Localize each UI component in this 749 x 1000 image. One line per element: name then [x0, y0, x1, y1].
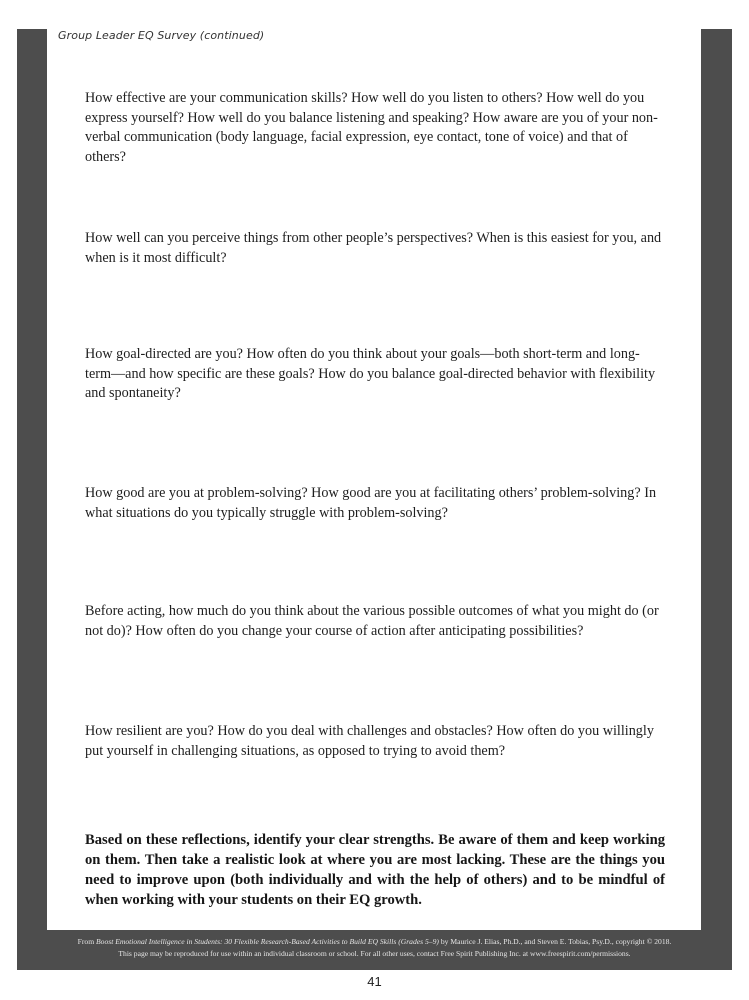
credit-suffix: by Maurice J. Elias, Ph.D., and Steven E. Tobias, Psy.D., copyright © 2018.	[438, 937, 672, 946]
survey-question: How effective are your communication skills? How well do you listen to others? How well do you express yourself? How well do you balance listening and speaking? How aware are you of your non-verbal communication (body language, facial expression, eye contact, tone of voice) and that of others?	[85, 90, 658, 165]
page-frame-left	[17, 29, 47, 970]
survey-question: How resilient are you? How do you deal with challenges and obstacles? How often do you willingly put yourself in challenging situations, as opposed to trying to avoid them?	[85, 723, 654, 759]
credit-line	[17, 936, 732, 948]
survey-question: How goal-directed are you? How often do you think about your goals—both short-term and long-term—and how specific are these goals? How do you balance goal-directed behavior with flexibility and spontaneity?	[85, 346, 656, 402]
page-number: 41	[367, 974, 382, 989]
page-frame-right	[701, 29, 732, 970]
survey-question: How good are you at problem-solving? How good are you at facilitating others’ problem-solving? In what situations do you typically struggle with problem-solving?	[85, 485, 657, 521]
copyright-credit	[17, 936, 732, 960]
running-head: Group Leader EQ Survey (continued)	[58, 29, 265, 42]
survey-question: Before acting, how much do you think about the various possible outcomes of what you might do (or not do)? How often do you change your course of action after anticipating possibilities?	[85, 603, 659, 639]
summary-instructions: Based on these reflections, identify your clear strengths. Be aware of them and keep working on them. Then take a realistic look at where you are most lacking. These are the things you need to improve upon (both individually and with the help of others) and to be mindful of when working with your students on their EQ growth.	[85, 832, 665, 908]
permission-line: This page may be reproduced for use within an individual classroom or school. For all other uses, contact Free Spirit Publishing Inc. at www.freespirit.com/permissions.	[118, 949, 631, 958]
survey-question: How well can you perceive things from other people’s perspectives? When is this easiest for you, and when is it most difficult?	[85, 230, 662, 266]
book-title: Boost Emotional Intelligence in Students: 30 Flexible Research-Based Activities to Build EQ Skills (Grades 5–9)	[96, 937, 439, 946]
credit-prefix: From	[77, 937, 97, 946]
